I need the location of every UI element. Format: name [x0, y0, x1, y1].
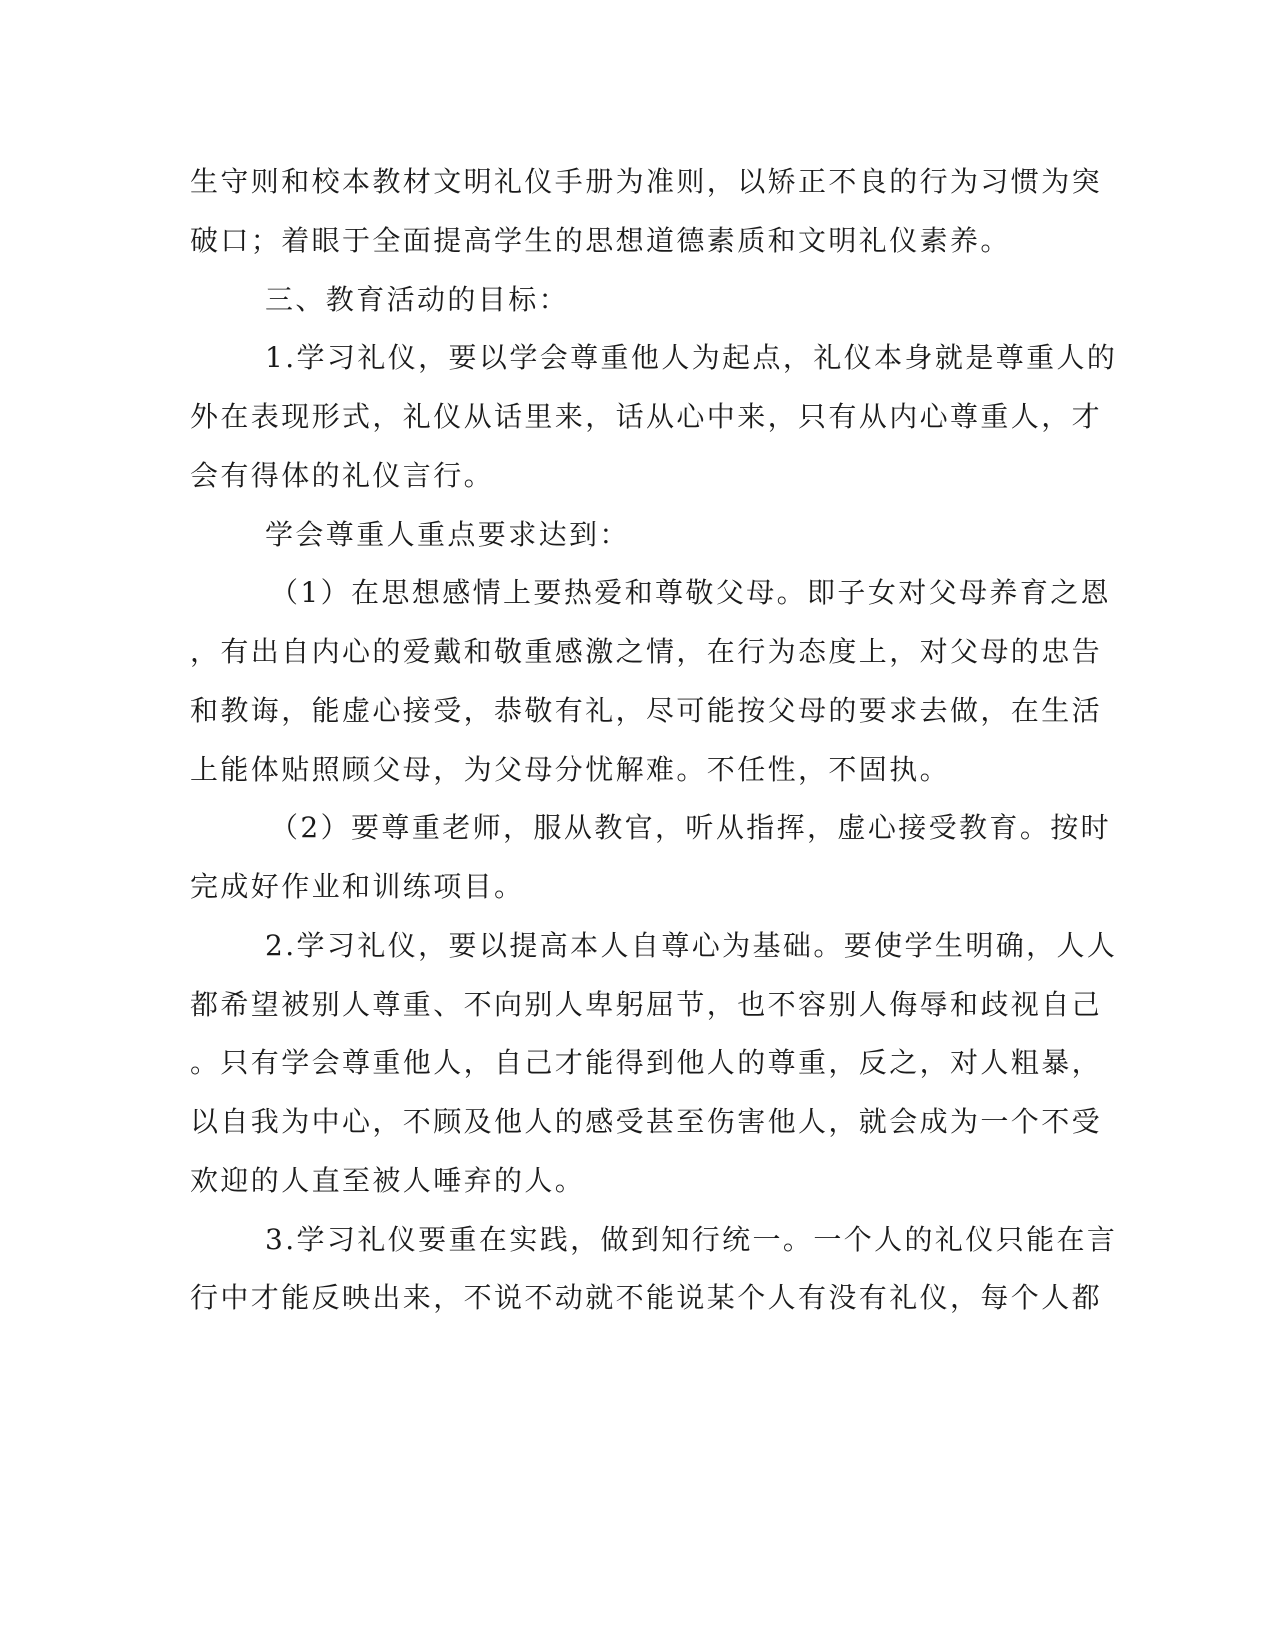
- text-line: 都希望被别人尊重、不向别人卑躬屈节，也不容别人侮辱和歧视自己: [190, 988, 1103, 1021]
- text-line: 会有得体的礼仪言行。: [190, 459, 495, 492]
- text-line: 生守则和校本教材文明礼仪手册为准则，以矫正不良的行为习惯为突: [190, 165, 1103, 198]
- text-line: 2.学习礼仪，要以提高本人自尊心为基础。要使学生明确，人人: [265, 929, 1118, 962]
- text-line: 上能体贴照顾父母，为父母分忧解难。不任性，不固执。: [190, 753, 951, 786]
- text-line: 和教诲，能虚心接受，恭敬有礼，尽可能按父母的要求去做，在生活: [190, 694, 1103, 727]
- text-line: 1.学习礼仪，要以学会尊重他人为起点，礼仪本身就是尊重人的: [265, 341, 1118, 374]
- text-line: 破口；着眼于全面提高学生的思想道德素质和文明礼仪素养。: [190, 224, 1011, 257]
- section-heading: 三、教育活动的目标：: [265, 283, 570, 316]
- text-line: （2）要尊重老师，服从教官，听从指挥，虚心接受教育。按时: [270, 811, 1112, 844]
- text-line: 行中才能反映出来，不说不动就不能说某个人有没有礼仪，每个人都: [190, 1281, 1103, 1314]
- text-line: ，有出自内心的爱戴和敬重感激之情，在行为态度上，对父母的忠告: [190, 635, 1103, 668]
- text-line: 完成好作业和训练项目。: [190, 870, 525, 903]
- text-line: 3.学习礼仪要重在实践，做到知行统一。一个人的礼仪只能在言: [265, 1223, 1118, 1256]
- text-line: 学会尊重人重点要求达到：: [265, 518, 630, 551]
- text-line: （1）在思想感情上要热爱和尊敬父母。即子女对父母养育之恩: [270, 576, 1112, 609]
- text-line: 外在表现形式，礼仪从话里来，话从心中来，只有从内心尊重人，才: [190, 400, 1103, 433]
- text-line: 欢迎的人直至被人唾弃的人。: [190, 1164, 586, 1197]
- text-line: 。只有学会尊重他人，自己才能得到他人的尊重，反之，对人粗暴，: [190, 1046, 1103, 1079]
- text-line: 以自我为中心，不顾及他人的感受甚至伤害他人，就会成为一个不受: [190, 1105, 1103, 1138]
